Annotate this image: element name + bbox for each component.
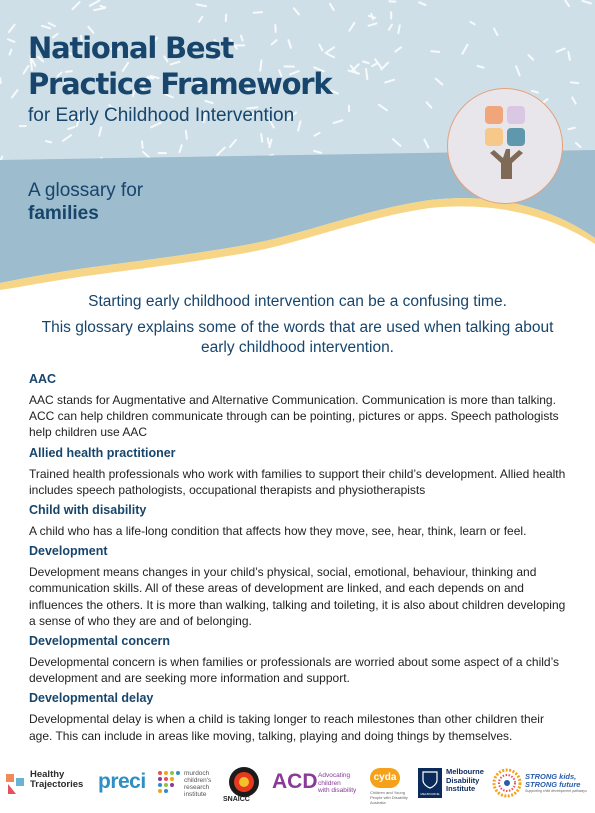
glossary-heading-line-1: A glossary for [28,180,144,201]
glossary-term: Child with disability [29,503,147,518]
glossary-term: Developmental delay [29,691,154,706]
intro-line-2: This glossary explains some of the words that are used when talking about early childhood intervention. [41,319,554,356]
title-line-2: Practice Framework [28,67,332,101]
glossary-definition: Trained health professionals who work with families to support their child’s development. Allied health includes speech pathologists, occupational therapists and physiotherapists [29,466,566,497]
mcri-dots-icon [157,770,181,796]
glossary-term: Allied health practitioner [29,445,176,460]
page-title [28,30,332,102]
healthy-trajectories-icon [4,772,26,796]
university-crest-icon: MELBOURNE [418,768,442,798]
strong-kids-dot-circle-icon [492,768,522,798]
snaicc-logo: SNAICC [221,766,267,811]
glossary-definition: Development means changes in your child’s physical, social, emotional, behaviour, thinking and communication skills. All of these areas of development are linked, and each depends on and influences the others. It is more than walking, talking and toileting, it is also about children developing a sense of who they are and of belonging. [29,565,566,628]
glossary-term: AAC [29,372,57,386]
intro-line-1: Starting early childhood intervention can be a confusing time. [88,293,507,310]
glossary-entry-child-with-disability [29,502,569,539]
title-line-1: National Best [28,31,234,65]
glossary-entry-development [29,543,569,629]
page-subtitle: for Early Childhood Intervention [28,105,295,126]
preci-logo: preci [98,770,146,793]
glossary-definition: Developmental delay is when a child is taking longer to reach milestones than other children their age. This can include in areas like moving, talking, playing and doing things by themselves. [29,712,544,743]
cyda-logo: cyda Children and Young People with Disability Australia [370,768,400,788]
melbourne-university-logo: MELBOURNE Melbourne Disability Institute [418,768,442,798]
partner-logos: Healthy Trajectories preci murdoch children's research institute SNAICC ACD Advocating children with disability cyda Children and Young People with Disability Australia MELBOURNE Melbourne Disability Institute STRONG kids, STRONG future Supporting child development pathways [0,762,595,812]
glossary-term: Developmental concern [29,634,171,649]
glossary-entry-aac [29,371,569,441]
glossary-entry-developmental-delay [29,690,569,743]
glossary-definition: Developmental concern is when families or professionals are worried about some aspect of a child’s development and are seeking more information and support. [29,655,560,686]
glossary-definition: A child who has a life-long condition that affects how they move, see, hear, think, learn or feel. [29,524,527,539]
framework-logo-badge [447,88,563,204]
glossary-heading-line-2: families [28,203,99,224]
glossary-entry-allied-health [29,445,569,498]
glossary-entry-developmental-concern [29,633,569,686]
glossary-definition: AAC stands for Augmentative and Alternative Communication. Communication is more than talking. ACC can help children communicate through can be pointing, pictures or apps. Speech pathologists help children use AAC [29,393,559,440]
tree-squares-icon [448,89,564,205]
glossary-list [29,371,569,748]
header-banner [0,0,595,290]
glossary-term: Development [29,544,108,559]
